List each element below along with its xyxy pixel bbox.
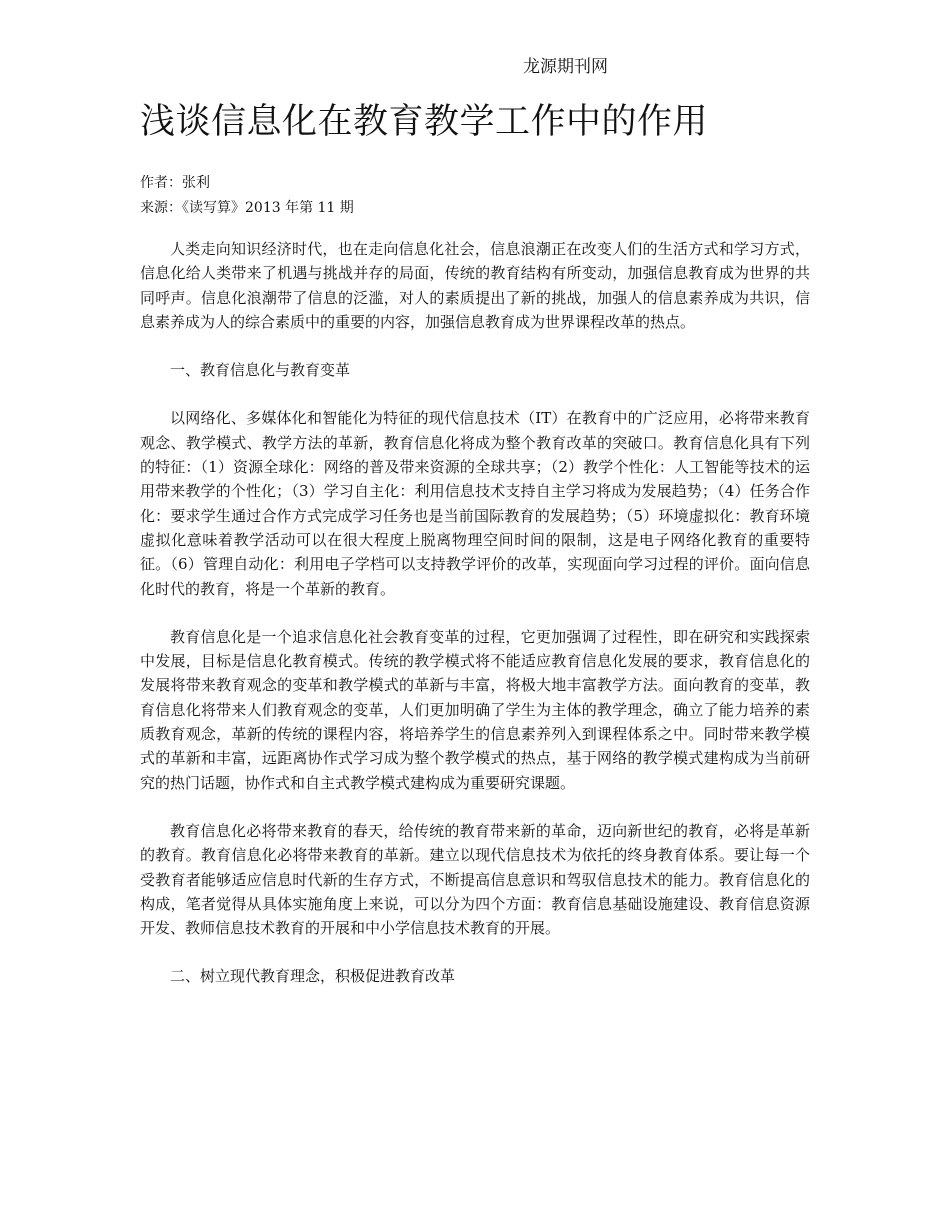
source-line: 来源：《读写算》2013 年第 11 期 <box>140 200 354 216</box>
paragraph-future: 教育信息化必将带来教育的春天，给传统的教育带来新的革命，迈向新世纪的教育，必将是革新的教育。教育信息化必将带来教育的革新。建立以现代信息技术为依托的终身教育体系。要让每一个受教育者能够适应信息时代新的生存方式，不断提高信息意识和驾驭信息技术的能力。教育信息化的构成，笔者觉得从具体实施角度上来说，可以分为四个方面：教育信息基础设施建设、教育信息资源开发、教师信息技术教育的开展和中小学信息技术教育的开展。 <box>140 821 810 938</box>
section-heading-1: 一、教育信息化与教育变革 <box>170 361 351 380</box>
paragraph-process: 教育信息化是一个追求信息化社会教育变革的过程，它更加强调了过程性，即在研究和实践探索中发展，目标是信息化教育模式。传统的教学模式将不能适应教育信息化发展的要求，教育信息化的发展将带来教育观念的变革和教学模式的革新与丰富，将极大地丰富教学方法。面向教育的变革，教育信息化将带来人们教育观念的变革，人们更加明确了学生为主体的教学理念，确立了能力培养的素质教育观念，革新的传统的课程内容，将培养学生的信息素养列入到课程体系之中。同时带来教学模式的革新和丰富，远距离协作式学习成为整个教学模式的热点，基于网络的教学模式建构成为当前研究的热门话题，协作式和自主式教学模式建构成为重要研究课题。 <box>140 627 810 792</box>
article-title: 浅谈信息化在教育教学工作中的作用 <box>140 102 709 142</box>
paragraph-features: 以网络化、多媒体化和智能化为特征的现代信息技术（IT）在教育中的广泛应用，必将带来教育观念、教学模式、教学方法的革新，教育信息化将成为整个教育改革的突破口。教育信息化具有下列的特征：（1）资源全球化：网络的普及带来资源的全球共享；（2）教学个性化：人工智能等技术的运用带来教学的个性化；（3）学习自主化：利用信息技术支持自主学习将成为发展趋势；（4）任务合作化：要求学生通过合作方式完成学习任务也是当前国际教育的发展趋势；（5）环境虚拟化：教育环境虚拟化意味着教学活动可以在很大程度上脱离物理空间时间的限制，这是电子网络化教育的重要特征。（6）管理自动化：利用电子学档可以支持教学评价的改革，实现面向学习过程的评价。面向信息化时代的教育，将是一个革新的教育。 <box>140 409 810 598</box>
article-meta <box>140 171 354 221</box>
author-line: 作者：张利 <box>140 175 210 191</box>
article-body <box>140 237 810 1013</box>
section-heading-2: 二、树立现代教育理念，积极促进教育改革 <box>170 967 456 986</box>
paragraph-intro: 人类走向知识经济时代，也在走向信息化社会，信息浪潮正在改变人们的生活方式和学习方式，信息化给人类带来了机遇与挑战并存的局面，传统的教育结构有所变动，加强信息教育成为世界的共同呼声。信息化浪潮带了信息的泛滥，对人的素质提出了新的挑战，加强人的信息素养成为共识，信息素养成为人的综合素质中的重要的内容，加强信息教育成为世界课程改革的热点。 <box>140 240 810 331</box>
site-name: 龙源期刊网 <box>523 57 608 77</box>
